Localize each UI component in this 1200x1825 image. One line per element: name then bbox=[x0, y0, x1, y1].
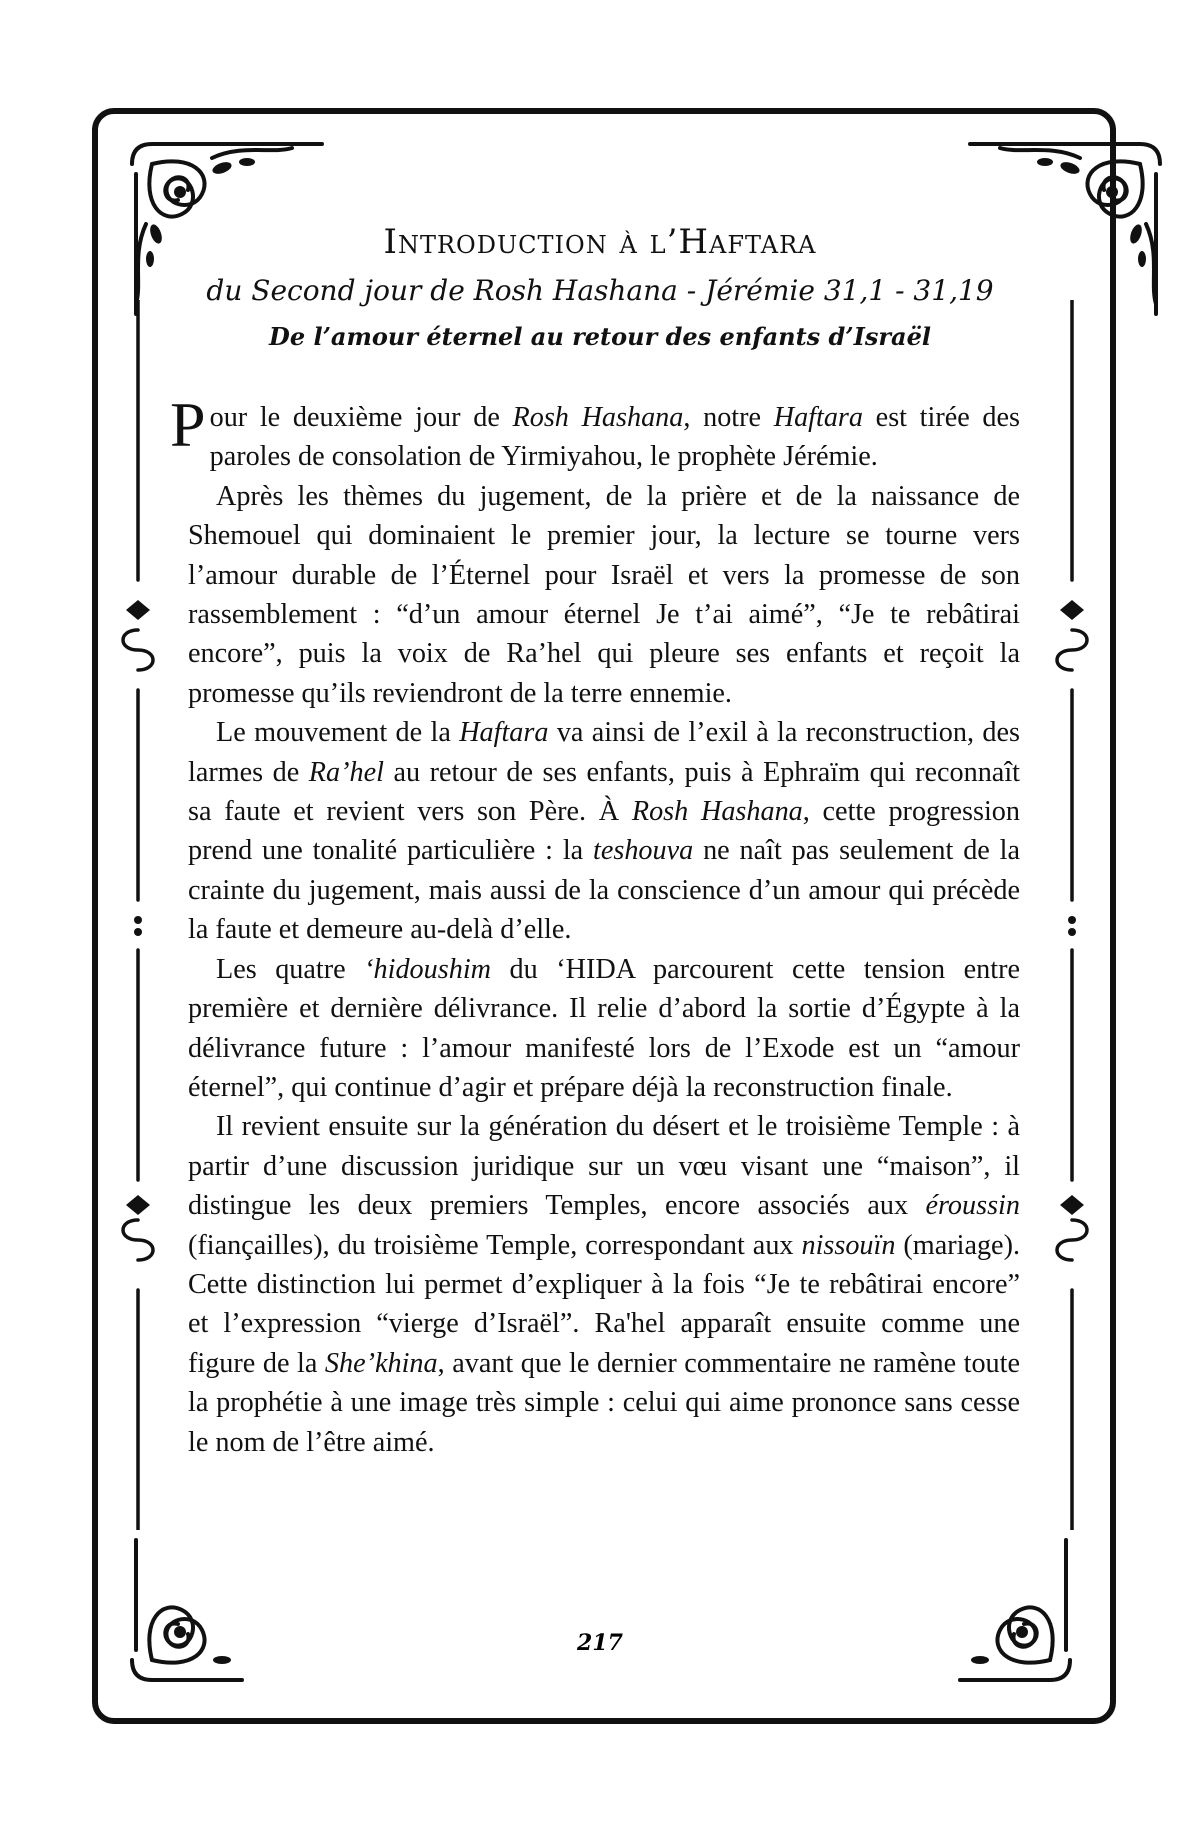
drop-cap: P bbox=[170, 389, 206, 460]
body-text bbox=[170, 389, 1021, 1462]
page-title: Introduction à l’Haftara bbox=[383, 222, 817, 262]
right-side-ornament bbox=[1052, 300, 1092, 1530]
corner-flourish-bottom-right bbox=[950, 1530, 1080, 1690]
page-number: 217 bbox=[577, 1630, 623, 1656]
page-subtitle: du Second jour de Rosh Hashana - Jérémie 31,1 - 31,19 bbox=[206, 274, 994, 307]
left-side-ornament bbox=[118, 300, 158, 1530]
paragraph-1: Pour le deuxième jour de Rosh Hashana, notre Haftara est tirée des paroles de consolation de Yirmiyahou, le prophète Jérémie. bbox=[170, 389, 1021, 473]
paragraph-3: Le mouvement de la Haftara va ainsi de l’exil à la reconstruction, des larmes de Ra’hel au retour de ses enfants, puis à Ephraïm qui reconnaît sa faute et revient vers son Père. À Rosh Hashana, cette progression prend une tonalité particulière : la teshouva ne naît pas seulement de la crainte du jugement, mais aussi de la conscience d’un amour qui précède la faute et demeure au-delà d’elle. bbox=[188, 717, 1021, 946]
paragraph-5: Il revient ensuite sur la génération du désert et le troisième Temple : à partir d’une discussion juridique sur un vœu visant une “maison”, il distingue les deux premiers Temples, encore associés aux éroussin (fiançailles), du troisième Temple, correspondant aux nissouïn (mariage). Cette distinction lui permet d’expliquer à la fois “Je te rebâtirai encore” et l’expression “vierge d’Israël”. Ra'hel apparaît ensuite comme une figure de la She’khina, avant que le dernier commentaire ne ramène toute la prophétie à une image très simple : celui qui aime prononce sans cesse le nom de l’être aimé. bbox=[188, 1111, 1020, 1458]
paragraph-2: Après les thèmes du jugement, de la prière et de la naissance de Shemouel qui dominaient le premier jour, la lecture se tourne vers l’amour durable de l’Éternel pour Israël et vers la promesse de son rassemblement : “d’un amour éternel Je t’ai aimé”, “Je te rebâtirai encore”, puis la voix de Ra’hel qui pleure ses enfants et reçoit la promesse qu’ils reviendront de la terre ennemie. bbox=[188, 480, 1020, 709]
corner-flourish-bottom-left bbox=[122, 1530, 252, 1690]
paragraph-4: Les quatre ‘hidoushim du ‘HIDA parcourent cette tension entre première et dernière délivrance. Il relie d’abord la sortie d’Égypte à la délivrance future : l’amour manifesté lors de l’Exode est un “amour éternel”, qui continue d’agir et prépare déjà la reconstruction finale. bbox=[188, 953, 1020, 1103]
page-tagline: De l’amour éternel au retour des enfants d’Israël bbox=[269, 322, 931, 351]
